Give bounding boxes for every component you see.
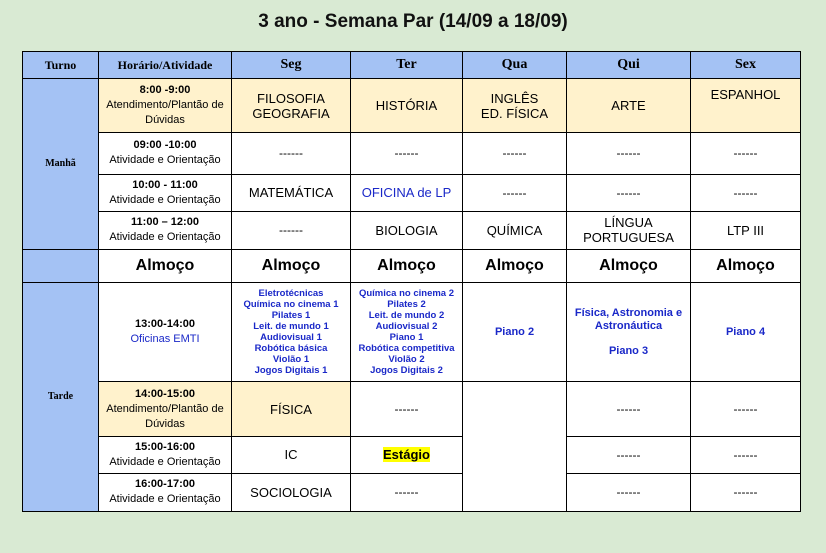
cell-seg: ------ — [232, 211, 351, 249]
list-item: Violão 1 — [272, 354, 310, 366]
time-range: 14:00-15:00 — [135, 387, 195, 400]
list-item: Leit. de mundo 1 — [253, 321, 329, 333]
cell-qua-empty — [463, 382, 567, 512]
cell-sex: ------ — [691, 133, 801, 174]
time-range: 13:00-14:00 — [135, 318, 195, 331]
cell-qui: ------ — [567, 133, 691, 174]
time-cell — [99, 473, 232, 511]
shift-morning: Manhã — [23, 79, 99, 250]
list-item: Química no cinema 1 — [243, 299, 339, 311]
cell-sex: ------ — [691, 174, 801, 211]
time-activity: Atendimento/Plantão de Dúvidas — [106, 99, 224, 127]
cell-ter — [351, 282, 463, 381]
cell-sex: Piano 4 — [691, 282, 801, 381]
list-item: Química no cinema 2 — [358, 288, 455, 300]
table-row — [23, 211, 801, 249]
lunch-cell: Almoço — [567, 249, 691, 282]
list-item: Jogos Digitais 2 — [370, 365, 443, 377]
header-row — [23, 52, 801, 79]
cell-seg — [232, 282, 351, 381]
time-activity: Oficinas EMTI — [130, 333, 200, 346]
cell-seg: SOCIOLOGIA — [232, 473, 351, 511]
time-cell — [99, 79, 232, 133]
time-cell — [99, 382, 232, 436]
shift-lunch-spacer — [23, 249, 99, 282]
time-cell — [99, 436, 232, 473]
lunch-cell: Almoço — [232, 249, 351, 282]
cell-seg: FILOSOFIA GEOGRAFIA — [232, 79, 351, 133]
list-item: Pilates 1 — [271, 310, 311, 322]
time-activity: Atividade e Orientação — [109, 193, 221, 206]
header-qui: Qui — [567, 52, 691, 79]
cell-qui: ------ — [567, 174, 691, 211]
header-ter: Ter — [351, 52, 463, 79]
cell-seg: ------ — [232, 133, 351, 174]
time-range: 09:00 -10:00 — [133, 139, 197, 152]
table-row — [23, 382, 801, 436]
cell-qui: ------ — [567, 436, 691, 473]
cell-ter: ------ — [351, 473, 463, 511]
time-activity: Atividade e Orientação — [109, 231, 221, 244]
table-row — [23, 282, 801, 381]
list-item: Violão 2 — [388, 354, 425, 366]
cell-qui: ARTE — [567, 79, 691, 133]
time-activity: Atendimento/Plantão de Dúvidas — [106, 402, 224, 430]
cell-sex: ------ — [691, 382, 801, 436]
list-item: Audiovisual 1 — [260, 332, 322, 344]
shift-afternoon: Tarde — [23, 282, 99, 511]
list-item: Leit. de mundo 2 — [368, 310, 445, 322]
cell-ter: OFICINA de LP — [351, 174, 463, 211]
list-item: Robótica competitiva — [358, 343, 455, 355]
time-cell — [99, 282, 232, 381]
cell-ter: ------ — [351, 133, 463, 174]
schedule-table — [22, 51, 801, 512]
estagio-highlight: Estágio — [383, 447, 430, 463]
header-qua: Qua — [463, 52, 567, 79]
list-item: Eletrotécnicas — [258, 288, 324, 300]
cell-sex: ------ — [691, 436, 801, 473]
cell-ter — [351, 436, 463, 473]
cell-qui-line: Física, Astronomia e Astronáutica — [574, 306, 683, 332]
cell-ter: BIOLOGIA — [351, 211, 463, 249]
cell-sex: LTP III — [691, 211, 801, 249]
cell-qua: QUÍMICA — [463, 211, 567, 249]
cell-sex: ESPANHOL — [691, 79, 801, 133]
list-item: Pilates 2 — [387, 299, 426, 311]
time-activity: Atividade e Orientação — [109, 493, 221, 506]
cell-qui: ------ — [567, 382, 691, 436]
table-row — [23, 79, 801, 133]
time-range: 15:00-16:00 — [135, 440, 195, 453]
time-range: 8:00 -9:00 — [139, 84, 191, 97]
list-item: Piano 1 — [389, 332, 424, 344]
cell-seg: FÍSICA — [232, 382, 351, 436]
cell-qua: ------ — [463, 133, 567, 174]
time-cell — [99, 133, 232, 174]
page-title: 3 ano - Semana Par (14/09 a 18/09) — [258, 11, 568, 32]
header-sex: Sex — [691, 52, 801, 79]
time-cell — [99, 211, 232, 249]
time-range: 10:00 - 11:00 — [132, 178, 198, 191]
cell-ter: ------ — [351, 382, 463, 436]
cell-qui: LÍNGUA PORTUGUESA — [567, 211, 691, 249]
cell-qui: ------ — [567, 473, 691, 511]
lunch-row — [23, 249, 801, 282]
time-cell — [99, 174, 232, 211]
time-range: 11:00 – 12:00 — [131, 216, 199, 229]
cell-qua: Piano 2 — [463, 282, 567, 381]
header-horario: Horário/Atividade — [99, 52, 232, 79]
cell-qui-line: Piano 3 — [608, 344, 649, 357]
cell-sex: ------ — [691, 473, 801, 511]
cell-seg: IC — [232, 436, 351, 473]
list-item: Robótica básica — [254, 343, 328, 355]
list-item: Audiovisual 2 — [375, 321, 438, 333]
lunch-cell: Almoço — [351, 249, 463, 282]
cell-ter: HISTÓRIA — [351, 79, 463, 133]
lunch-cell: Almoço — [463, 249, 567, 282]
header-turno: Turno — [23, 52, 99, 79]
table-row — [23, 133, 801, 174]
time-activity: Atividade e Orientação — [109, 455, 221, 468]
table-row — [23, 436, 801, 473]
lunch-cell: Almoço — [691, 249, 801, 282]
lunch-cell: Almoço — [99, 249, 232, 282]
cell-qui — [567, 282, 691, 381]
list-item: Jogos Digitais 1 — [254, 365, 328, 377]
cell-qua: INGLÊS ED. FÍSICA — [463, 79, 567, 133]
time-range: 16:00-17:00 — [135, 478, 195, 491]
header-seg: Seg — [232, 52, 351, 79]
time-activity: Atividade e Orientação — [109, 154, 221, 167]
cell-qua: ------ — [463, 174, 567, 211]
cell-seg: MATEMÁTICA — [232, 174, 351, 211]
table-row — [23, 473, 801, 511]
table-row — [23, 174, 801, 211]
